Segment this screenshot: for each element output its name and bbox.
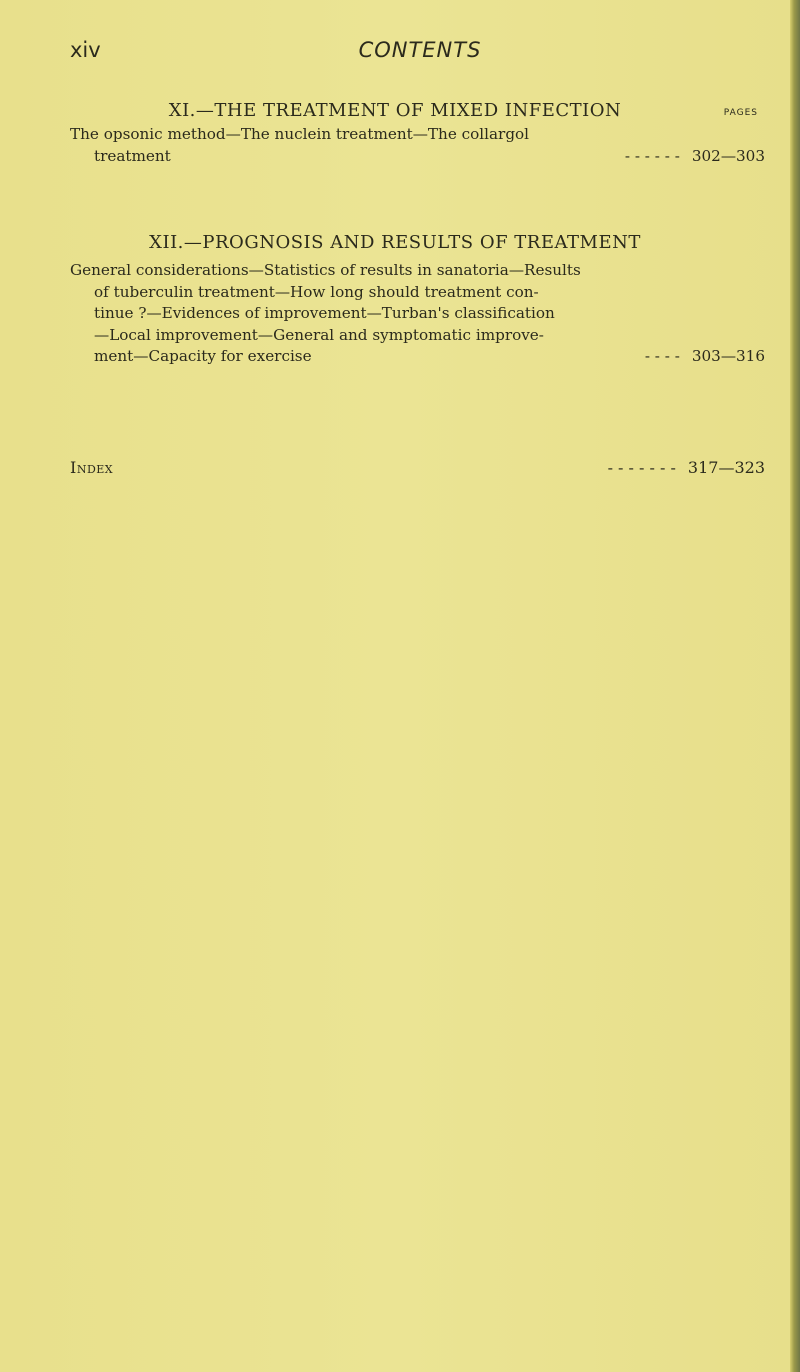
chapter-xi-entry bbox=[70, 124, 765, 167]
running-head: CONTENTS bbox=[358, 38, 482, 62]
chapter-title-xi: XI.—THE TREATMENT OF MIXED INFECTION bbox=[168, 100, 622, 121]
book-spine-edge bbox=[790, 0, 800, 1372]
entry-line: tinue ?—Evidences of improvement—Turban's classification bbox=[94, 304, 555, 322]
entry-line: ment—Capacity for exercise bbox=[94, 347, 312, 365]
index-label: Index bbox=[70, 458, 114, 477]
dot-leaders: - - - - bbox=[644, 347, 680, 365]
dot-leaders: - - - - - - - bbox=[607, 458, 676, 477]
index-entry bbox=[70, 458, 765, 477]
pages-column-label: PAGES bbox=[723, 108, 758, 118]
page-range: 317—323 bbox=[687, 458, 765, 477]
entry-line-with-pages bbox=[70, 346, 765, 368]
page-range: 303—316 bbox=[691, 347, 765, 365]
entry-line: treatment bbox=[94, 146, 171, 165]
chapter-xii-entry bbox=[70, 260, 765, 368]
entry-line: —Local improvement—General and symptomatic improve- bbox=[94, 325, 544, 344]
entry-line: of tuberculin treatment—How long should treatment con- bbox=[94, 282, 539, 301]
page-header bbox=[70, 38, 770, 68]
entry-line-with-pages bbox=[70, 146, 765, 168]
entry-line: The opsonic method—The nuclein treatment—The collargol bbox=[70, 125, 530, 143]
page-number: xiv bbox=[70, 38, 101, 62]
page-range: 302—303 bbox=[691, 146, 765, 165]
chapter-title-xii: XII.—PROGNOSIS AND RESULTS OF TREATMENT bbox=[149, 232, 641, 253]
entry-line: General considerations—Statistics of results in sanatoria—Results bbox=[70, 261, 581, 279]
dot-leaders: - - - - - - bbox=[624, 146, 680, 165]
